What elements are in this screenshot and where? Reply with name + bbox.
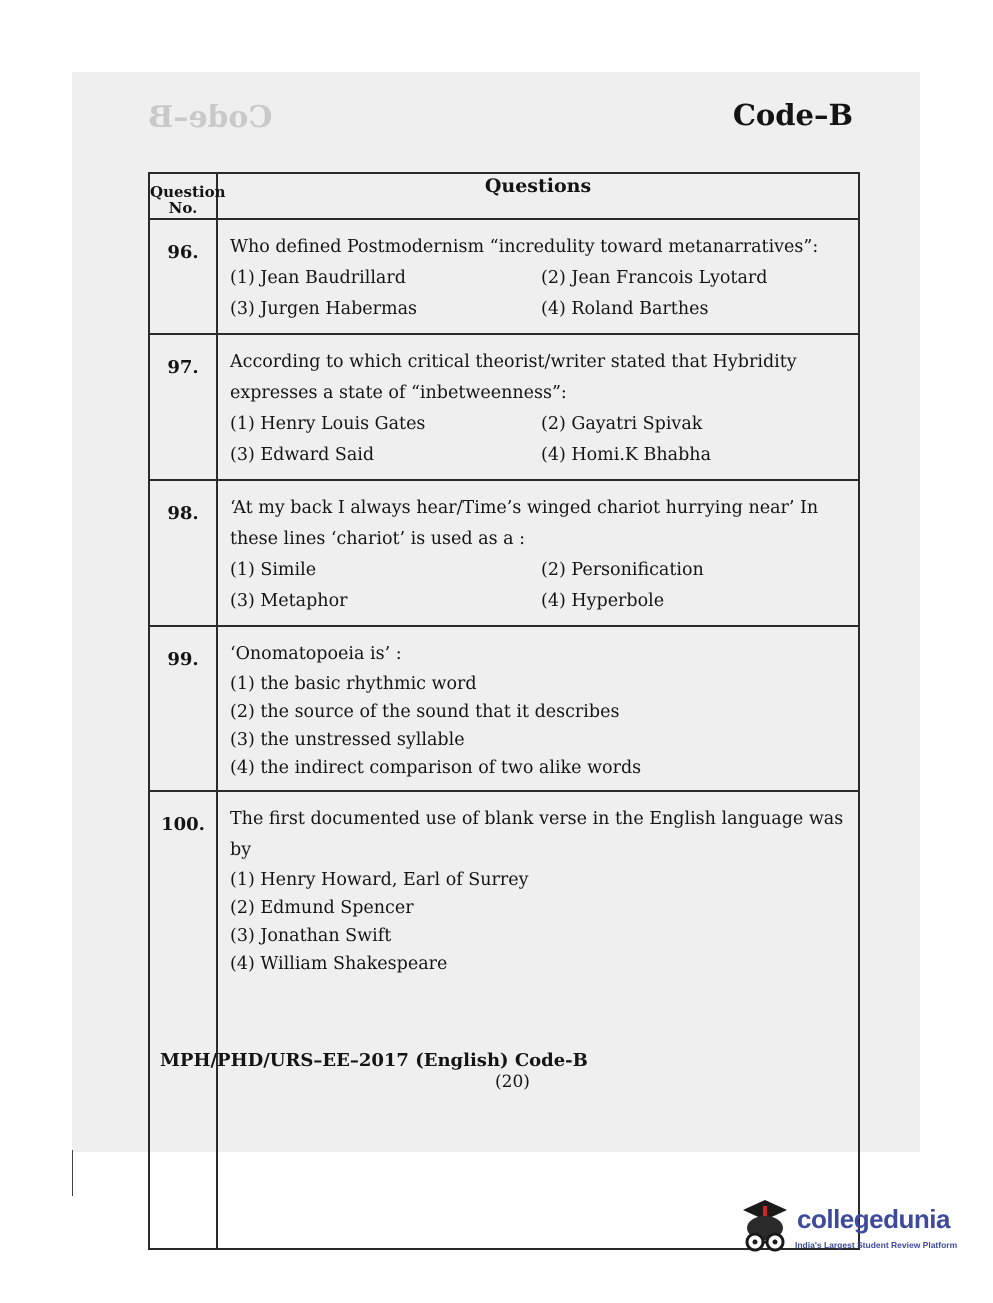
logo-wordmark: collegedunia [797,1204,950,1234]
question-text: According to which critical theorist/writer stated that Hybridity expresses a state of “inbetweenness”: [230,352,797,403]
question-number: 97. [149,334,217,480]
option-2: (2) the source of the sound that it describes [230,702,620,722]
option-1: (1) the basic rhythmic word [230,674,477,694]
question-text: ‘At my back I always hear/Time’s winged chariot hurrying near’ In these lines ‘chariot’ is used as a : [230,498,819,549]
option-1: (1) Simile [230,560,317,580]
question-body [217,791,859,1249]
collegedunia-logo [735,1196,965,1260]
paper-code: Code–B [732,98,853,132]
options-list [230,866,852,978]
options-grid [230,409,852,471]
option-4: (4) the indirect comparison of two alike words [230,758,642,778]
option-3: (3) Edward Said [230,445,375,465]
question-row-99 [149,626,859,791]
table-header-row [149,173,859,219]
option-4: (4) Roland Barthes [541,299,709,319]
question-number: 96. [149,219,217,334]
options-grid [230,263,852,325]
option-1: (1) Jean Baudrillard [230,268,406,288]
question-row-96 [149,219,859,334]
option-2: (2) Edmund Spencer [230,898,414,918]
question-text: ‘Onomatopoeia is’ : [230,644,402,664]
option-4: (4) Hyperbole [541,591,665,611]
logo-tagline: India's Largest Student Review Platform [795,1240,958,1250]
question-text: Who defined Postmodernism “incredulity toward metanarratives”: [230,237,819,257]
option-1: (1) Henry Howard, Earl of Surrey [230,870,529,890]
question-text: The first documented use of blank verse in the English language was by [230,809,844,860]
option-2: (2) Jean Francois Lyotard [541,268,768,288]
option-4: (4) William Shakespeare [230,954,448,974]
page-number: (20) [495,1072,530,1092]
option-3: (3) Jonathan Swift [230,926,392,946]
student-mascot-icon [735,1196,795,1260]
option-2: (2) Gayatri Spivak [541,414,703,434]
option-3: (3) Jurgen Habermas [230,299,418,319]
sheet-edge-line [72,1150,73,1196]
question-body [217,480,859,626]
options-grid [230,555,852,617]
questions-header: Questions [217,173,859,219]
exam-footer: MPH/PHD/URS–EE–2017 (English) Code-B [160,1050,588,1071]
option-2: (2) Personification [541,560,704,580]
question-number: 98. [149,480,217,626]
question-number: 99. [149,626,217,791]
question-body [217,219,859,334]
mirrored-code-bleedthrough: Code–B [148,100,273,135]
option-3: (3) the unstressed syllable [230,730,465,750]
option-4: (4) Homi.K Bhabha [541,445,712,465]
question-body [217,334,859,480]
question-row-98 [149,480,859,626]
question-row-100 [149,791,859,1249]
question-row-97 [149,334,859,480]
option-3: (3) Metaphor [230,591,348,611]
options-list [230,670,852,782]
question-number: 100. [149,791,217,1249]
option-1: (1) Henry Louis Gates [230,414,426,434]
question-body [217,626,859,791]
question-no-header: Question No. [149,173,217,219]
